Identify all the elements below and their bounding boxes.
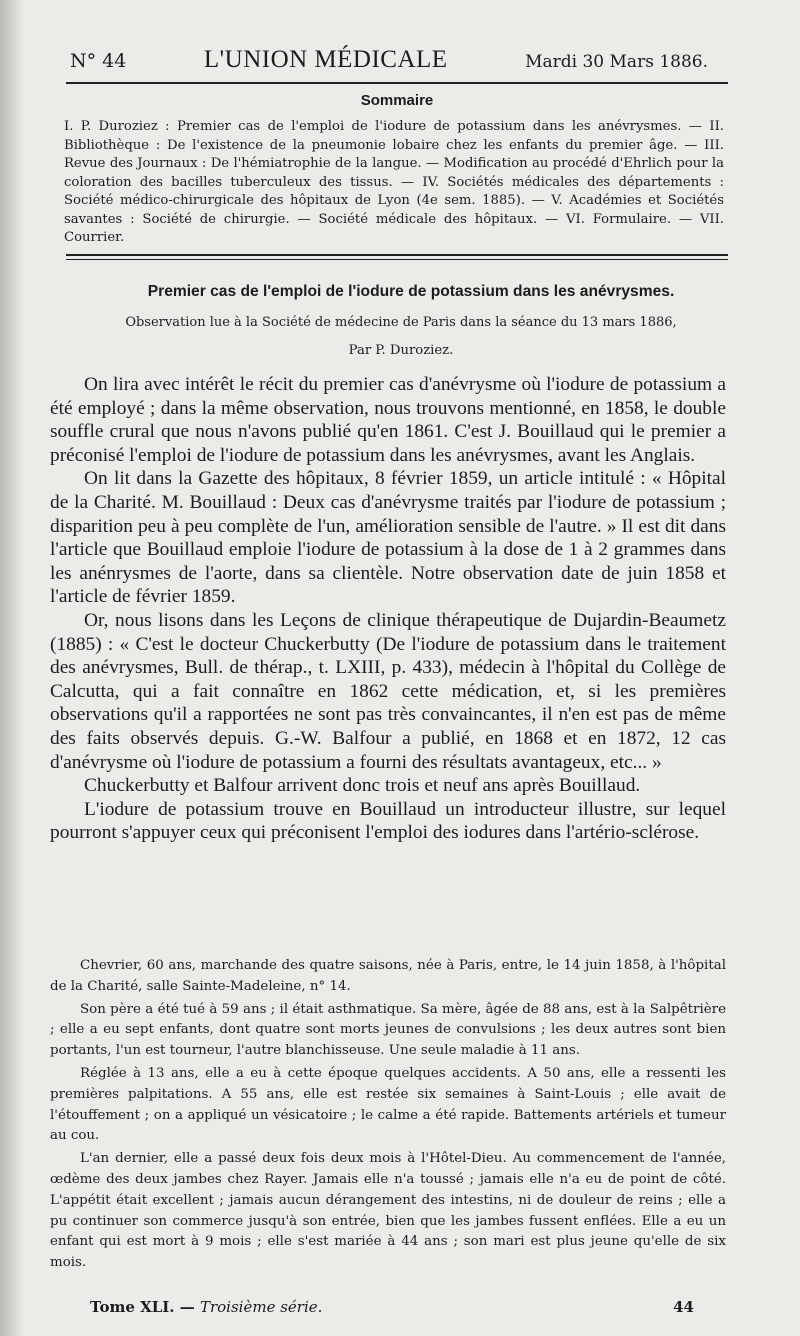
article-observation-note: Observation lue à la Société de médecine de Paris dans la séance du 13 mars 1886, — [125, 315, 677, 330]
footer-volume — [90, 1298, 322, 1316]
page-number: 44 — [673, 1298, 694, 1316]
summary-rule-thick — [66, 254, 728, 256]
summary-heading: Sommaire — [360, 92, 434, 109]
case-paragraph: Réglée à 13 ans, elle a eu à cette époque quelques accidents. A 50 ans, elle a ressenti les premières palpitations. A 55 ans, elle est restée six semaines à Saint-Louis ; elle avait de l'étouffement ; on a appliqué un vésicatoire ; le calme a été rapide. Battements artériels et tumeur au cou. — [50, 1065, 726, 1144]
footer-tome: Tome XLI. — — [90, 1298, 195, 1316]
issue-number: N° 44 — [70, 50, 127, 72]
article-byline: Par P. Duroziez. — [348, 343, 454, 358]
body-paragraph: Or, nous lisons dans les Leçons de clinique thérapeutique de Dujardin-Beaumetz (1885) : « C'est le docteur Chuckerbutty (De l'iodure de potassium dans le traitement des anévrysmes, Bull. de thérap., t. LXIII, p. 433), médecin à l'hôpital du Collège de Calcutta, qui a fait connaître en 1862 cette médication, et, si les premières observations qu'il a rapportées ne sont pas très convaincantes, il n'en est pas de même des faits observés depuis. G.-W. Balfour a publié, en 1868 et en 1872, 12 cas d'anévrysme où l'iodure de potassium a fourni des résultats avantageux, etc... » — [50, 609, 726, 773]
footer-series: Troisième série. — [199, 1298, 323, 1316]
body-paragraph: Chuckerbutty et Balfour arrivent donc trois et neuf ans après Bouillaud. — [84, 775, 641, 797]
case-paragraph: L'an dernier, elle a passé deux fois deux mois à l'Hôtel-Dieu. Au commencement de l'année, œdème des deux jambes chez Rayer. Jamais elle n'a toussé ; jamais elle n'a eu de point de côté. L'appétit était excellent ; jamais aucun dérangement des intestins, ni de douleur de reins ; elle a pu continuer son commerce jusqu'à son entrée, bien que les jambes fussent enflées. Elle a eu un enfant qui est mort à 9 mois ; elle s'est mariée à 44 ans ; son mari est plus jeune qu'elle de six mois. — [50, 1151, 726, 1271]
running-header — [70, 46, 708, 74]
body-paragraph: On lira avec intérêt le récit du premier cas d'anévrysme où l'iodure de potassium a été employé ; dans la même observation, nous trouvons mentionné, en 1858, le double souffle crural que nous n'avons publié qu'en 1861. C'est J. Bouillaud qui le premier a préconisé l'emploi de l'iodure de potassium dans les anévrysmes, avant les Anglais. — [50, 374, 726, 466]
body-paragraph: On lit dans la Gazette des hôpitaux, 8 février 1859, un article intitulé : « Hôpital de la Charité. M. Bouillaud : Deux cas d'anévrysme traités par l'iodure de potassium ; disparition peu à peu complète de l'un, amélioration sensible de l'autre. » Il est dit dans l'article que Bouillaud emploie l'iodure de potassium à la dose de 1 à 2 grammes dans les anénrysmes de l'aorte, dans sa clientèle. Notre observation date de juin 1858 et l'article de février 1859. — [50, 468, 726, 608]
article-title: Premier cas de l'emploi de l'iodure de potassium dans les anévrysmes. — [147, 283, 675, 300]
case-paragraph: Chevrier, 60 ans, marchande des quatre saisons, née à Paris, entre, le 14 juin 1858, à l'hôpital de la Charité, salle Sainte-Madeleine, n° 14. — [50, 958, 726, 994]
case-paragraph: Son père a été tué à 59 ans ; il était asthmatique. Sa mère, âgée de 88 ans, est à la Salpêtrière ; elle a eu sept enfants, dont quatre sont morts jeunes de convulsions ; les deux autres sont bien portants, l'un est tourneur, l'autre blanchisseuse. Une seule maladie à 11 ans. — [50, 1001, 726, 1059]
body-paragraph: L'iodure de potassium trouve en Bouillaud un introducteur illustre, sur lequel pourront s'appuyer ceux qui préconisent l'emploi des iodures dans l'artério-sclérose. — [50, 798, 726, 844]
summary-text: I. P. Duroziez : Premier cas de l'emploi de l'iodure de potassium dans les anévrysmes. — II. Bibliothèque : De l'existence de la pneumonie lobaire chez les enfants du premier âge. — III. Revue des Journaux : De l'hémiatrophie de la langue. — Modification au procédé d'Ehrlich pour la coloration des bacilles tuberculeux des tissus. — IV. Sociétés médicales des départements : Société médico-chirurgicale des hôpitaux de Lyon (4e sem. 1885). — V. Académies et Sociétés savantes : Société de chirurgie. — Société médicale des hôpitaux. — VI. Formulaire. — VII. Courrier. — [64, 119, 724, 245]
header-rule — [66, 82, 728, 84]
journal-title: L'UNION MÉDICALE — [203, 46, 448, 73]
case-report — [50, 956, 726, 1274]
issue-date: Mardi 30 Mars 1886. — [525, 52, 708, 72]
article-body — [50, 373, 726, 845]
page-footer — [90, 1298, 694, 1316]
summary-rule-thin — [66, 259, 728, 260]
